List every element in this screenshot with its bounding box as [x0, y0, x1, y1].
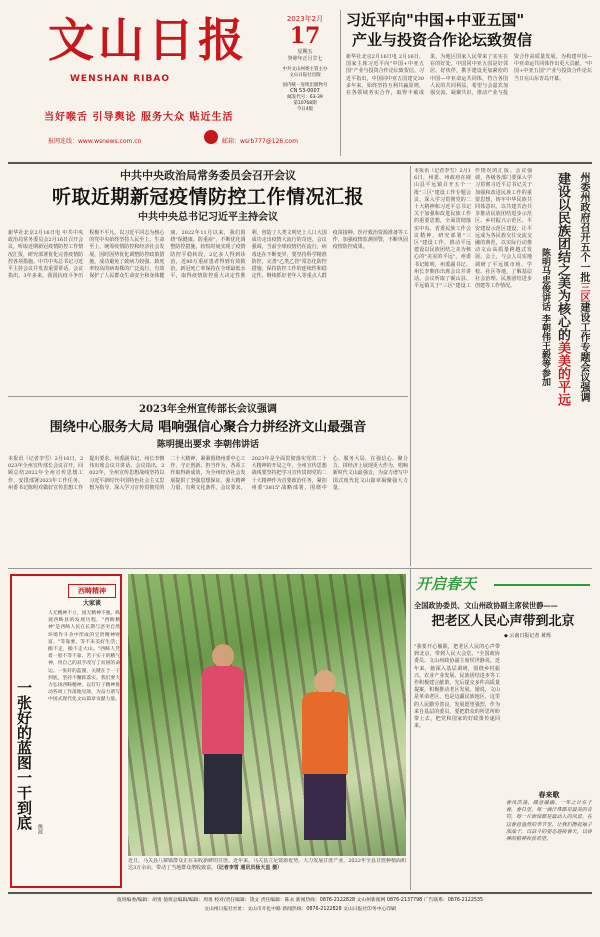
north-story	[414, 600, 592, 890]
poem-title: 春来歌	[538, 790, 560, 799]
right-feature-headline-2	[552, 172, 572, 562]
commentary-sub: 大家谈	[82, 600, 101, 607]
photo-credit: （记者李雪 通讯员杨天星 摄）	[216, 865, 283, 872]
slogan: 当好喉舌 引导舆论 服务大众 贴近生活	[44, 112, 234, 123]
propaganda-kicker: 2023年全州宣传部长会议强调	[139, 404, 277, 415]
masthead-pinyin: WENSHAN RIBAO	[70, 74, 171, 84]
commentary-body: 人无精神不立，国无精神不强。纵观西畴县的发展历程，"西畴精神"是西畴人民在长期与恶劣自然环境作斗争中形成的宝贵精神财富。"等靠要，等不来美好生活；搬不走，搬不走大山。"西畴人凭着一股不等不靠、苦干实干的精气神，用自己的双手改写了贫困的命运。一张好的蓝图，关键在于一干到底，坚持不懈抓落实。我们要大力弘扬西畴精神，以钉钉子精神推动各项工作落地见效，为奋力谱写中国式现代化文山篇章贡献力量。	[48, 611, 120, 703]
photo-caption-text: 近日，马关县八寨镇群众正在采收新鲜的甘蔗。近年来，马关县立足资源优势，大力发展甘蔗产业，2022年全县甘蔗种植面积达3万余亩，带动了当地群众增收致富。	[128, 858, 406, 872]
photo-stalks	[128, 574, 406, 856]
footer	[8, 896, 592, 932]
photo-person-right	[298, 670, 352, 840]
north-story-headline: 把老区人民心声带到北京	[431, 614, 575, 629]
politburo-body: 新华社北京2月16日电 中共中央政治局常务委员会2月16日召开会议，听取近期新冠疫情防控工作情况汇报，研究部署优化完善疫情防控各项措施。中共中央总书记习近平主持会议并发表重要讲话。会议指出，3年多来，我国抗疫斗争历程极不平凡。以习近平同志为核心的党中央始终坚持人民至上、生命至上，统筹疫情防控和经济社会发展，因时因势优化调整防控政策措施，成功避免了致病力较强、致死率较高的病毒株的广泛流行，有效保护了人民群众生命安全和身体健康。2022年11月以来，我们围绕"保健康、防重症"，不断优化调整防控措施，较短时间实现了疫情防控平稳转段，2亿多人得到诊治，近80万重症患者得到有效救治，新冠死亡率保持在全球最低水平，取得疫情防控重大决定性胜利，创造了人类文明史上人口大国成功走出疫情大流行的奇迹。会议强调，当前全球疫情仍在流行，病毒还在不断变异，要坚持科学精准防控，完善"乙类乙管"常态化防控措施，保持防控工作的连续性和稳定性，继续抓好老年人等重点人群疫苗接种、医疗救治资源准备等工作，加强疫情监测预警，不断巩固疫情防控成果。	[8, 230, 408, 280]
right-feature-body: 本报讯（记者李雪）2月16日，州委、州政府在砚山县平远镇召开五个一批"三区"建设工作专题会议，深入学习贯彻党的二十大精神和习近平总书记关于加强和改进民族工作的重要思想，全面贯彻落实中央、省委民族工作会议精神，研究部署"三区"建设工作，推动平远建设以民族团结之美为核心的"美美的平远"。州委书记陈明，州委副书记、州长李朝伟出席会议并讲话。会议听取了砚山县、平远镇关于"三区"建设工作情况的汇报。会议强调，各级各部门要深入学习贯彻习近平总书记关于加强和改进民族工作的重要思想，铸牢中华民族共同体意识，以共建共治共享推动民族团结进步示范区、乡村振兴示范区、平安建设示范区建设，让平远成为各民族交往交流交融的典范，以实际行动推动文山高质量跨越式发展。会上，与会人员实地调研了平远镇市场、学校、社区等地，了解基层社会治理、民族团结进步创建等工作情况。	[414, 168, 532, 290]
north-story-byline: ◆ 云南日报记者 黄烁	[504, 633, 552, 639]
commentary-kicker: 西畴精神	[68, 584, 116, 598]
right-headline-2-a: 建设以民族团结之美为核心的	[555, 172, 570, 341]
photo-caption	[128, 858, 406, 888]
lunar-date: 癸卯年正月廿七	[287, 56, 323, 62]
spring-banner-title: 开启春天	[416, 575, 477, 593]
politburo-kicker: 中共中央政治局常务委员会召开会议	[120, 169, 296, 182]
politburo-story	[8, 168, 408, 394]
right-headline-2-b: 美美的平远	[555, 341, 570, 406]
right-feature	[414, 168, 592, 564]
email: 邮箱：wsrb777@126.com	[222, 138, 298, 145]
date-year-month: 2023年2月	[286, 15, 324, 23]
post-code: 邮发代号：63-39	[287, 95, 323, 100]
cn-number: CN 53-0007	[290, 88, 320, 94]
right-feature-byline: 陈明马忠俊讲话 李朝伟王毅等参加	[540, 248, 550, 387]
politburo-sub: 中共中央总书记习近平主持会议	[138, 212, 278, 223]
spring-banner-line	[494, 584, 590, 586]
masthead-title: 文山日报	[48, 13, 248, 67]
issue-number: 第10768期	[293, 101, 317, 106]
right-feature-headline-1	[574, 172, 592, 562]
poem-body: 春风浩荡，暖意融融。一年之计在于春，春日里，每一滴汗珠都是最美的音符，每一片新绿都是最动人的风景。在这春意盎然的季节里，让我们撸起袖子加油干，以奋斗的姿态迎接春天，以拼搏的精神收获希望。	[506, 800, 592, 843]
sugarcane-photo	[128, 574, 406, 856]
photo-person-left	[198, 644, 248, 834]
propaganda-headline: 围绕中心服务大局 唱响强信心聚合力拼经济文山最强音	[49, 420, 367, 435]
politburo-headline: 听取近期新冠疫情防控工作情况汇报	[51, 186, 364, 208]
commentary-headline: 一张好的蓝图一干到底	[15, 680, 33, 830]
top-story-headline-1: 习近平向"中国+中亚五国"	[346, 11, 525, 29]
weekday: 星期五	[297, 49, 313, 55]
north-story-body: "我要开心履职，把老区人民的心声带到北京，带到人民大会堂。"全国政协委员、文山州政协副主席侯世静说。近年来，她深入基层调研，围绕乡村振兴、农业产业发展、民族团结进步等工作积极建言献策，先后提交多件高质量提案，积极推动老区发展。她说，文山是革命老区，也是边疆民族地区，这里的人民勤劳善良，发展愿望强烈，作为来自基层的委员，要把群众的所思所盼带上去，把党和国家的好政策传递回来。	[414, 644, 500, 730]
page-count: 今日4版	[296, 107, 314, 112]
commentary-author: 熊波	[37, 824, 43, 834]
top-story	[346, 10, 592, 158]
date-box	[270, 14, 340, 154]
right-headline-1-c: 建设工作专题会议强调	[578, 302, 589, 402]
right-headline-1-b: 三区	[578, 282, 589, 302]
sponsor-line-2: 文山日报社出版	[289, 73, 321, 78]
spring-banner-caption: 全国政协委员、文山州政协副主席侯世静——	[414, 601, 558, 610]
propaganda-story	[8, 402, 408, 564]
masthead-ornament-icon	[204, 130, 218, 144]
sponsor-line-1: 中共文山州委主管主办	[282, 67, 328, 72]
date-day: 17	[289, 23, 321, 49]
propaganda-sub: 陈明提出要求 李朝伟讲话	[156, 440, 260, 450]
top-story-body: 新华社北京2月16日电 2月16日，国家主席习近平向"中国+中亚五国"产业与投资合作论坛致贺信。习近平指出，中国同中亚五国建交30多年来，始终坚持互利共赢原则，在各领域务实合作，取得丰硕成果，为地区国家人民带来了实实在在的好处。中国同中亚五国是好邻居、好伙伴，携手建设更加紧密的中国—中亚命运共同体，符合各国人民的共同利益。希望与会嘉宾加强交流、凝聚共识，推动产业与投资合作高质量发展，为构建中国—中亚命运共同体作出更大贡献。"中国+中亚五国"产业与投资合作论坛当日在山东青岛开幕。	[346, 54, 592, 97]
footer-line-2: 文山州日报社社址：文山市开化中路 新闻热线：0876-2122828 文山日报社印务中心印刷	[204, 907, 396, 912]
right-headline-1-a: 州委州政府召开五个一批	[578, 172, 589, 282]
website: 报网连线：www.wsnews.com.cn	[48, 138, 142, 145]
spring-banner	[414, 572, 592, 598]
top-story-headline-2: 产业与投资合作论坛致贺信	[352, 31, 533, 49]
cn-label: 国内统一连续出版物号	[282, 83, 328, 88]
propaganda-body: 本报讯（记者李雪）2月16日，2023年全州宣传部长会议召开，回顾总结2022年全州宣传思想工作，安排部署2023年工作任务。州委书记陈明对做好宣传思想工作提出要求。州委副书记、州长李朝伟出席会议并讲话。会议指出，2022年，全州宣传思想战线坚持以习近平新时代中国特色社会主义思想为指导，深入学习宣传贯彻党的二十大精神，紧紧围绕州委中心工作，守正创新、担当作为，各项工作取得新成效，为全州经济社会发展提供了坚强思想保证、强大精神力量、有利文化条件。会议要求，2023年是全面贯彻落实党的二十大精神的开局之年，全州宣传思想战线要坚持把学习宣传贯彻党的二十大精神作为首要政治任务，紧扣州委"3815"战略部署，围绕中心、服务大局，在强信心、聚合力、拼经济上展现更大作为，唱响新时代文山最强音，为奋力谱写中国式现代化文山篇章凝聚强大力量。	[8, 456, 408, 491]
footer-line-1: 值班编委/编辑：胡勇 值班总编辑/编辑：周勇 校对/责任编辑：饶文 责任编辑：陈永 新闻热线：0876-2122828 文山州新闻网 0876-2137798 广告联系：0876-2122535	[116, 898, 484, 903]
commentary-box	[10, 574, 122, 888]
